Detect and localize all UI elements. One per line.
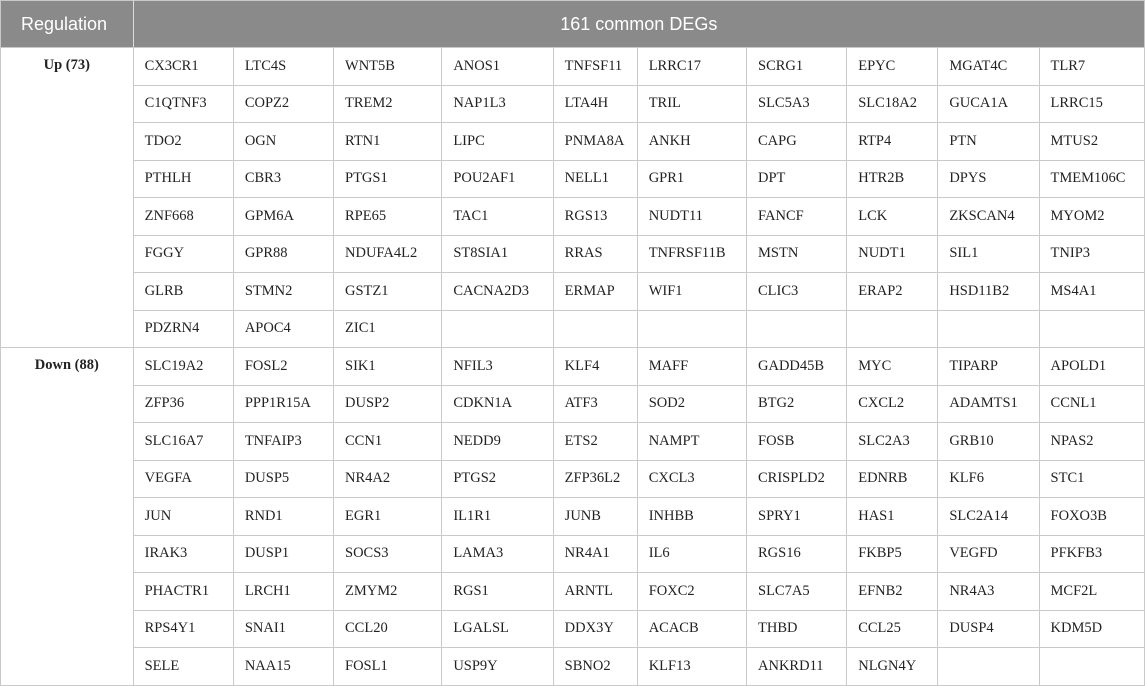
gene-cell: ZFP36L2 — [553, 460, 637, 498]
gene-cell: JUNB — [553, 498, 637, 536]
gene-cell: NFIL3 — [442, 348, 553, 386]
gene-cell: TMEM106C — [1039, 160, 1144, 198]
gene-cell: ZKSCAN4 — [938, 198, 1039, 236]
gene-cell: TRIL — [637, 85, 746, 123]
gene-cell: CLIC3 — [747, 273, 847, 311]
gene-cell — [847, 310, 938, 348]
gene-cell: PDZRN4 — [133, 310, 233, 348]
gene-cell: ERMAP — [553, 273, 637, 311]
gene-cell: HAS1 — [847, 498, 938, 536]
gene-cell: GRB10 — [938, 423, 1039, 461]
gene-cell: PTGS2 — [442, 460, 553, 498]
gene-cell: DUSP5 — [233, 460, 333, 498]
gene-cell: CAPG — [747, 123, 847, 161]
regulation-header: Regulation — [1, 1, 134, 48]
gene-cell: KLF13 — [637, 648, 746, 686]
gene-cell: WIF1 — [637, 273, 746, 311]
gene-cell: ZNF668 — [133, 198, 233, 236]
gene-cell: NR4A1 — [553, 535, 637, 573]
gene-cell: RTN1 — [334, 123, 442, 161]
gene-cell: ARNTL — [553, 573, 637, 611]
gene-cell: NAA15 — [233, 648, 333, 686]
gene-cell: ANOS1 — [442, 48, 553, 86]
gene-cell: GPR88 — [233, 235, 333, 273]
gene-cell: KLF4 — [553, 348, 637, 386]
gene-cell: USP9Y — [442, 648, 553, 686]
gene-cell: NAP1L3 — [442, 85, 553, 123]
gene-cell: PFKFB3 — [1039, 535, 1144, 573]
gene-cell: NEDD9 — [442, 423, 553, 461]
gene-cell: SLC5A3 — [747, 85, 847, 123]
gene-cell: GSTZ1 — [334, 273, 442, 311]
gene-cell: COPZ2 — [233, 85, 333, 123]
gene-cell: LTA4H — [553, 85, 637, 123]
gene-cell: IRAK3 — [133, 535, 233, 573]
table-row — [1, 273, 1145, 311]
gene-cell: SLC2A14 — [938, 498, 1039, 536]
table-row — [1, 123, 1145, 161]
gene-cell: VEGFD — [938, 535, 1039, 573]
gene-cell: THBD — [747, 610, 847, 648]
gene-cell: NAMPT — [637, 423, 746, 461]
table-row — [1, 160, 1145, 198]
gene-cell: NLGN4Y — [847, 648, 938, 686]
gene-cell: MAFF — [637, 348, 746, 386]
gene-cell: FOSB — [747, 423, 847, 461]
gene-cell: IL1R1 — [442, 498, 553, 536]
gene-cell: POU2AF1 — [442, 160, 553, 198]
gene-cell: ZFP36 — [133, 385, 233, 423]
gene-cell: SPRY1 — [747, 498, 847, 536]
gene-cell: FKBP5 — [847, 535, 938, 573]
gene-cell: CCL25 — [847, 610, 938, 648]
gene-cell: CXCL2 — [847, 385, 938, 423]
gene-cell: DUSP4 — [938, 610, 1039, 648]
gene-cell: RGS16 — [747, 535, 847, 573]
gene-cell: PTN — [938, 123, 1039, 161]
gene-cell — [938, 648, 1039, 686]
gene-cell: TNIP3 — [1039, 235, 1144, 273]
gene-cell: TREM2 — [334, 85, 442, 123]
table-row — [1, 385, 1145, 423]
gene-cell: ADAMTS1 — [938, 385, 1039, 423]
gene-cell: CX3CR1 — [133, 48, 233, 86]
gene-cell: CACNA2D3 — [442, 273, 553, 311]
gene-cell: ACACB — [637, 610, 746, 648]
gene-cell: TNFAIP3 — [233, 423, 333, 461]
gene-cell: RTP4 — [847, 123, 938, 161]
gene-cell: SLC18A2 — [847, 85, 938, 123]
gene-cell: STC1 — [1039, 460, 1144, 498]
gene-cell: SLC19A2 — [133, 348, 233, 386]
up-regulation-label: Up (73) — [1, 48, 134, 348]
gene-cell — [553, 310, 637, 348]
gene-cell: SIK1 — [334, 348, 442, 386]
table-row — [1, 535, 1145, 573]
gene-cell — [747, 310, 847, 348]
gene-cell: CCNL1 — [1039, 385, 1144, 423]
gene-cell: ETS2 — [553, 423, 637, 461]
gene-cell: PPP1R15A — [233, 385, 333, 423]
gene-cell: RGS13 — [553, 198, 637, 236]
gene-cell: RPE65 — [334, 198, 442, 236]
table-row — [1, 198, 1145, 236]
gene-cell: MS4A1 — [1039, 273, 1144, 311]
gene-cell: FOSL1 — [334, 648, 442, 686]
common-degs-header: 161 common DEGs — [133, 1, 1144, 48]
gene-cell: GUCA1A — [938, 85, 1039, 123]
gene-cell: RRAS — [553, 235, 637, 273]
gene-cell: RGS1 — [442, 573, 553, 611]
gene-cell: NPAS2 — [1039, 423, 1144, 461]
gene-cell: APOLD1 — [1039, 348, 1144, 386]
gene-cell: TLR7 — [1039, 48, 1144, 86]
gene-cell: OGN — [233, 123, 333, 161]
gene-cell: GPM6A — [233, 198, 333, 236]
table-row — [1, 348, 1145, 386]
gene-cell: IL6 — [637, 535, 746, 573]
gene-cell: PNMA8A — [553, 123, 637, 161]
gene-cell: GLRB — [133, 273, 233, 311]
down-regulation-label: Down (88) — [1, 348, 134, 686]
gene-cell: TNFSF11 — [553, 48, 637, 86]
gene-cell: CRISPLD2 — [747, 460, 847, 498]
table-row — [1, 573, 1145, 611]
gene-cell — [637, 310, 746, 348]
gene-cell: VEGFA — [133, 460, 233, 498]
gene-cell: SNAI1 — [233, 610, 333, 648]
table-row — [1, 235, 1145, 273]
gene-cell: CBR3 — [233, 160, 333, 198]
gene-cell — [1039, 310, 1144, 348]
gene-cell: FOXO3B — [1039, 498, 1144, 536]
gene-cell: SLC7A5 — [747, 573, 847, 611]
gene-cell: LCK — [847, 198, 938, 236]
gene-cell: FOXC2 — [637, 573, 746, 611]
gene-cell: INHBB — [637, 498, 746, 536]
gene-cell: LRRC15 — [1039, 85, 1144, 123]
gene-cell: LRCH1 — [233, 573, 333, 611]
table-row — [1, 85, 1145, 123]
gene-cell: ANKRD11 — [747, 648, 847, 686]
gene-cell — [1039, 648, 1144, 686]
gene-cell: NUDT1 — [847, 235, 938, 273]
gene-cell: TIPARP — [938, 348, 1039, 386]
gene-cell: DPT — [747, 160, 847, 198]
gene-cell: LRRC17 — [637, 48, 746, 86]
table-row — [1, 423, 1145, 461]
gene-cell: MSTN — [747, 235, 847, 273]
gene-cell: MCF2L — [1039, 573, 1144, 611]
gene-cell: DUSP1 — [233, 535, 333, 573]
gene-cell: RND1 — [233, 498, 333, 536]
gene-cell: C1QTNF3 — [133, 85, 233, 123]
header-row — [1, 1, 1145, 48]
gene-cell: EDNRB — [847, 460, 938, 498]
gene-cell — [938, 310, 1039, 348]
gene-cell: TDO2 — [133, 123, 233, 161]
gene-cell: PTGS1 — [334, 160, 442, 198]
gene-cell: TNFRSF11B — [637, 235, 746, 273]
gene-cell: HSD11B2 — [938, 273, 1039, 311]
gene-cell: EFNB2 — [847, 573, 938, 611]
gene-cell: KDM5D — [1039, 610, 1144, 648]
gene-cell: KLF6 — [938, 460, 1039, 498]
gene-cell: APOC4 — [233, 310, 333, 348]
gene-cell: ST8SIA1 — [442, 235, 553, 273]
gene-cell: WNT5B — [334, 48, 442, 86]
gene-cell: CXCL3 — [637, 460, 746, 498]
gene-cell: ANKH — [637, 123, 746, 161]
gene-cell: SBNO2 — [553, 648, 637, 686]
gene-cell: GPR1 — [637, 160, 746, 198]
gene-cell: NDUFA4L2 — [334, 235, 442, 273]
gene-cell: MYOM2 — [1039, 198, 1144, 236]
table-body — [1, 48, 1145, 686]
gene-cell: GADD45B — [747, 348, 847, 386]
gene-cell: DUSP2 — [334, 385, 442, 423]
gene-cell: CDKN1A — [442, 385, 553, 423]
table-row — [1, 610, 1145, 648]
table-row — [1, 648, 1145, 686]
gene-cell: MTUS2 — [1039, 123, 1144, 161]
gene-cell: LIPC — [442, 123, 553, 161]
gene-cell: ZIC1 — [334, 310, 442, 348]
gene-cell: HTR2B — [847, 160, 938, 198]
table-row — [1, 498, 1145, 536]
gene-cell: NUDT11 — [637, 198, 746, 236]
table-row — [1, 48, 1145, 86]
gene-cell: TAC1 — [442, 198, 553, 236]
gene-cell: DPYS — [938, 160, 1039, 198]
table-row — [1, 460, 1145, 498]
gene-cell: NELL1 — [553, 160, 637, 198]
gene-cell: CCN1 — [334, 423, 442, 461]
gene-cell: PTHLH — [133, 160, 233, 198]
gene-cell: EGR1 — [334, 498, 442, 536]
table-row — [1, 310, 1145, 348]
gene-cell: FGGY — [133, 235, 233, 273]
gene-cell: FANCF — [747, 198, 847, 236]
gene-cell: LAMA3 — [442, 535, 553, 573]
gene-cell: NR4A2 — [334, 460, 442, 498]
gene-cell: SCRG1 — [747, 48, 847, 86]
gene-cell: SOCS3 — [334, 535, 442, 573]
gene-cell: EPYC — [847, 48, 938, 86]
gene-cell: PHACTR1 — [133, 573, 233, 611]
gene-cell: ERAP2 — [847, 273, 938, 311]
gene-cell: SIL1 — [938, 235, 1039, 273]
gene-cell: ZMYM2 — [334, 573, 442, 611]
gene-cell: MGAT4C — [938, 48, 1039, 86]
gene-cell: MYC — [847, 348, 938, 386]
gene-cell: LGALSL — [442, 610, 553, 648]
gene-cell: SELE — [133, 648, 233, 686]
gene-cell: FOSL2 — [233, 348, 333, 386]
gene-cell: LTC4S — [233, 48, 333, 86]
gene-cell: SLC16A7 — [133, 423, 233, 461]
gene-cell: RPS4Y1 — [133, 610, 233, 648]
gene-cell: CCL20 — [334, 610, 442, 648]
gene-cell: SOD2 — [637, 385, 746, 423]
gene-cell: SLC2A3 — [847, 423, 938, 461]
gene-cell: ATF3 — [553, 385, 637, 423]
gene-cell — [442, 310, 553, 348]
gene-cell: BTG2 — [747, 385, 847, 423]
gene-cell: NR4A3 — [938, 573, 1039, 611]
gene-cell: DDX3Y — [553, 610, 637, 648]
gene-cell: STMN2 — [233, 273, 333, 311]
gene-cell: JUN — [133, 498, 233, 536]
